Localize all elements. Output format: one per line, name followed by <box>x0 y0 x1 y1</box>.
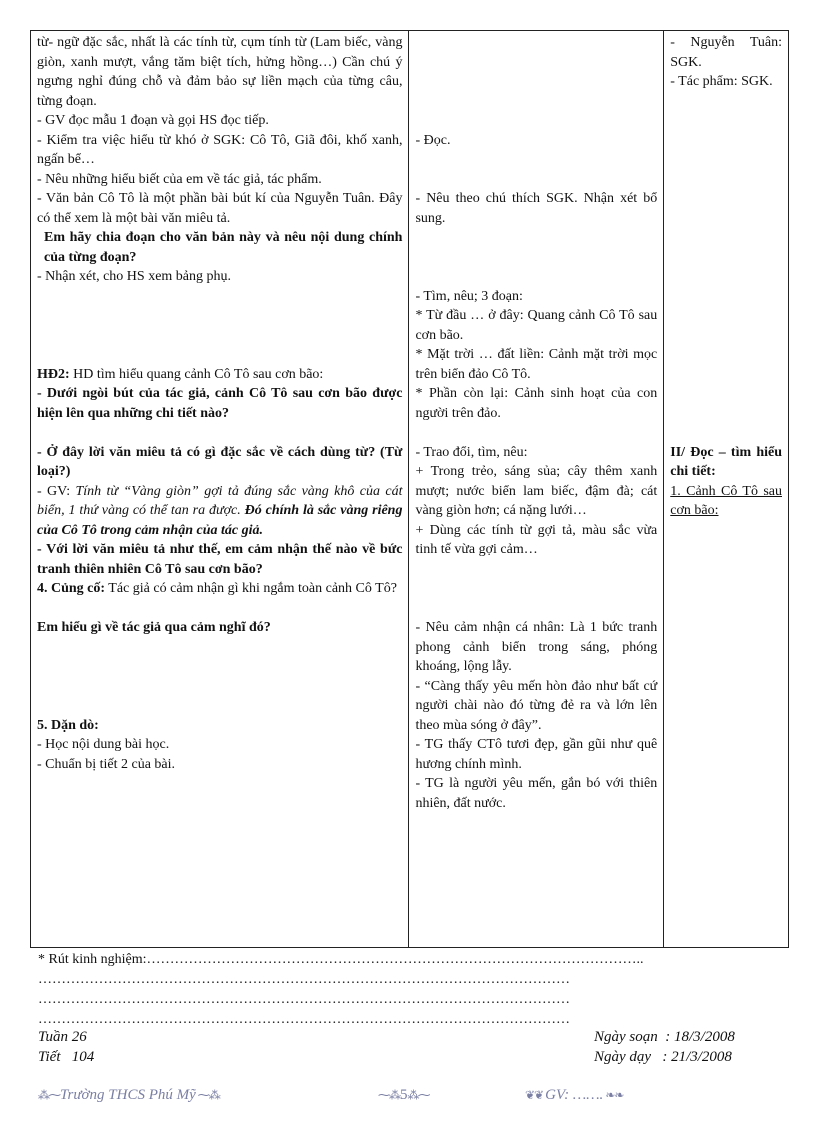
part-3: * Phần còn lại: Cảnh sinh hoạt của con người trên đảo. <box>415 386 658 421</box>
homework-item: - Chuẩn bị tiết 2 của bài. <box>37 756 176 772</box>
student-notes: - Nêu theo chú thích SGK. Nhận xét bổ sung. <box>415 191 658 226</box>
author-feeling-answer: - TG thấy CTô tươi đẹp, gần gũi như quê hương chính mình. <box>415 737 658 772</box>
homework-heading: 5. Dặn dò: <box>37 717 99 733</box>
reading-guidance: từ- ngữ đặc sắc, nhất là các tính từ, cụm tính từ (Lam biếc, vàng giòn, xanh mượt, vắng tăm biệt tích, hửng hồng…) Cần chú ý ngưng nghỉ đúng chỗ và đảm bảo sự liền mạch của từng câu, từng đoạn. <box>37 35 403 109</box>
section-2-heading: II/ Đọc – tìm hiểu chi tiết: <box>670 444 782 479</box>
lesson-notes: * Rút kinh nghiệm:…………………………………………………………………………………………….. <box>38 952 644 967</box>
author-note: - Nguyễn Tuân: SGK. <box>670 35 782 70</box>
show-board: - Nhận xét, cho HS xem bảng phụ. <box>37 269 232 284</box>
footer-page: ⁓⁂5⁂⁓ <box>378 1087 430 1103</box>
impression-question: - Với lời văn miêu tả như thế, em cảm nhận thế nào về bức tranh thiên nhiên Cô Tô sau cơn bão? <box>37 542 403 577</box>
ornament-icon: ⁂⁓ <box>407 1088 430 1102</box>
text-intro: - Văn bản Cô Tô là một phần bài bút kí của Nguyễn Tuân. Đây có thể xem là một bài văn miêu tả. <box>37 191 403 226</box>
ornament-icon: ⁓⁂ <box>378 1088 400 1102</box>
work-note: - Tác phẩm: SGK. <box>670 74 773 89</box>
check-vocabulary: - Kiểm tra việc hiểu từ khó ở SGK: Cô Tô, Giã đôi, khố xanh, ngấn bể… <box>37 132 403 167</box>
ornament-icon: ⁂⁓ <box>38 1088 60 1102</box>
three-parts: - Tìm, nêu; 3 đoạn: <box>415 288 523 304</box>
part-2: * Mặt trời … đất liền: Cảnh mặt trời mọc trên biển đảo Cô Tô. <box>415 347 658 382</box>
activity-2-heading: HĐ2: HD tìm hiểu quang cảnh Cô Tô sau cơn bão: <box>37 366 324 382</box>
details-answer: + Trong trẻo, sáng sủa; cây thêm xanh mượt; nước biển lam biếc, đậm đà; cát vàng giòn hơn; cá nặng lưới… <box>415 464 658 518</box>
notes-line: …………………………………………………………………………………………………… <box>38 1012 570 1027</box>
teacher-explanation: - GV: Tính từ “Vàng giòn” gợi tả đúng sắc vàng khô của cát biển, 1 thứ vàng có thể tan ra được. Đó chính là sắc vàng riêng của Cô Tô trong cảm nhận của tác giả. <box>37 483 403 538</box>
lesson-plan-table <box>30 30 789 948</box>
date-prepared: Ngày soạn : 18/3/2008 <box>594 1029 735 1045</box>
word-usage-question: - Ở đây lời văn miêu tả có gì đặc sắc về cách dùng từ? (Từ loại?) <box>37 444 403 479</box>
notes-line: …………………………………………………………………………………………………… <box>38 972 570 987</box>
impression-answer: - Nêu cảm nhận cá nhân: Là 1 bức tranh phong cảnh biển trong sáng, phóng khoáng, lộng lẫy. <box>415 620 658 674</box>
author-love-answer: - TG là người yêu mến, gắn bó với thiên nhiên, đất nước. <box>415 776 658 811</box>
date-taught: Ngày dạy : 21/3/2008 <box>594 1049 732 1065</box>
content-column <box>664 31 789 948</box>
ornament-icon: ⁓⁂ <box>195 1088 220 1102</box>
quote-answer: - “Càng thấy yêu mến hòn đảo như bất cứ người chài nào đó từng đẻ ra và lớn lên theo mùa sóng ở đây”. <box>415 678 658 733</box>
part-1: * Từ đầu … ở đây: Quang cảnh Cô Tô sau cơn bão. <box>415 308 658 343</box>
details-question: - Dưới ngòi bút của tác giả, cảnh Cô Tô sau cơn bão được hiện lên qua những chi tiết nào? <box>37 386 403 421</box>
table-row <box>31 31 789 948</box>
student-reads: - Đọc. <box>415 132 451 148</box>
footer-teacher: ❦❦ GV: ……. ❧❧ <box>525 1087 624 1103</box>
footer-school: ⁂⁓Trường THCS Phú Mỹ ⁓⁂ <box>38 1087 220 1103</box>
teacher-reads: - GV đọc mẫu 1 đoạn và gọi HS đọc tiếp. <box>37 113 269 128</box>
lesson-number: Tiết 104 <box>38 1049 95 1065</box>
homework-item: - Học nội dung bài học. <box>37 737 170 752</box>
word-usage-answer: + Dùng các tính từ gợi tả, màu sắc vừa tinh tế vừa gợi cảm… <box>415 522 658 557</box>
week: Tuần 26 <box>38 1029 87 1045</box>
ornament-icon: ❦❦ <box>525 1088 546 1102</box>
teacher-activity-column <box>31 31 409 948</box>
ornament-icon: ❧❧ <box>603 1088 624 1102</box>
author-question: - Nêu những hiểu biết của em về tác giả, tác phẩm. <box>37 171 322 187</box>
section-2-1-heading: 1. Cảnh Cô Tô sau cơn bão: <box>670 483 782 518</box>
notes-line: …………………………………………………………………………………………………… <box>38 992 570 1007</box>
author-understanding-question: Em hiểu gì về tác giả qua cảm nghĩ đó? <box>37 620 271 635</box>
discuss-answer: - Trao đổi, tìm, nêu: <box>415 444 528 460</box>
student-activity-column <box>409 31 664 948</box>
consolidation: 4. Củng cố: Tác giả có cảm nhận gì khi ngắm toàn cảnh Cô Tô? <box>37 581 397 596</box>
split-paragraph-question: Em hãy chia đoạn cho văn bản này và nêu nội dung chính của từng đoạn? <box>44 230 403 265</box>
